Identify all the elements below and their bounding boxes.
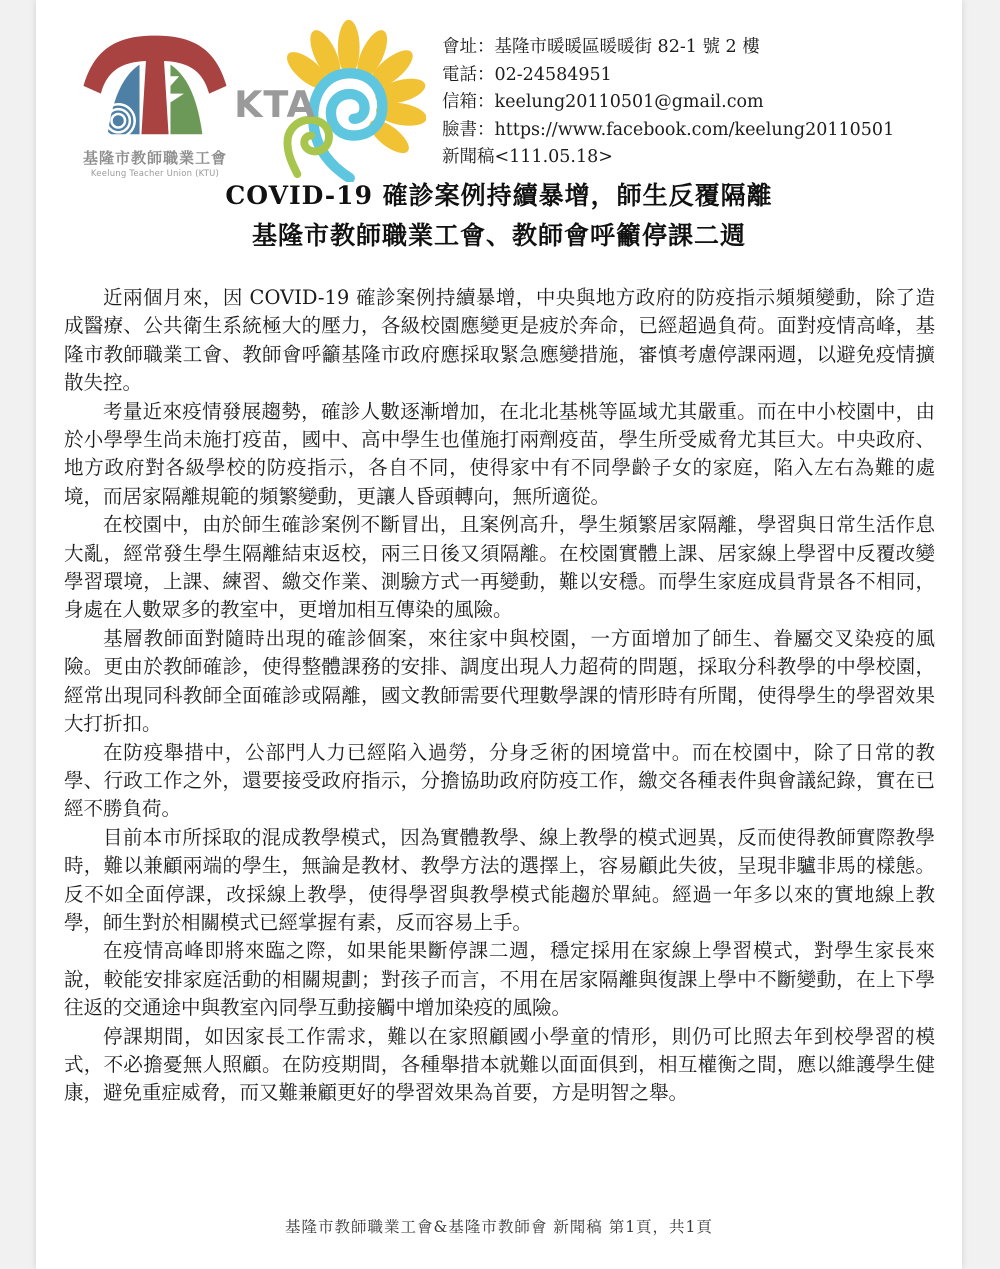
ktu-logo — [72, 26, 238, 179]
page-footer: 基隆市教師職業工會&基隆市教師會 新聞稿 第1頁，共1頁 — [285, 1218, 713, 1236]
document-title — [36, 176, 962, 256]
contact-address: 會址：基隆市暖暖區暖暖街 82-1 號 2 樓 — [442, 37, 760, 57]
kta-sunflower-logo-icon — [228, 14, 426, 182]
ktu-logo-label-zh: 基隆市教師職業工會 — [82, 149, 227, 167]
green-spiral-icon — [287, 120, 329, 174]
contact-facebook: 臉書：https://www.facebook.com/keelung20110501 — [442, 119, 895, 140]
paragraph: 停課期間，如因家長工作需求，難以在家照顧國小學童的情形，則仍可比照去年到校學習的模式，不必擔憂無人照顧。在防疫期間，各種舉措本就難以面面俱到，相互權衡之間，應以維護學生健康，避免重症威脅，而又難兼顧更好的學習效果為首要，方是明智之舉。 — [64, 1024, 935, 1105]
title-line-1: COVID-19 確診案例持續暴增，師生反覆隔離 — [225, 181, 773, 210]
paragraph: 近兩個月來，因 COVID-19 確診案例持續暴增，中央與地方政府的防疫指示頻頻變動，除了造成醫療、公共衛生系統極大的壓力，各級校園應變更是疲於奔命，已經超過負荷。面對疫情高峰，基隆市教師職業工會、教師會呼籲基隆市政府應採取緊急應變措施，審慎考慮停課兩週，以避免疫情擴散失控。 — [64, 286, 935, 395]
contact-info — [442, 34, 894, 172]
document-header — [36, 0, 962, 179]
paragraph: 在校園中，由於師生確診案例不斷冒出，且案例高升，學生頻繁居家隔離，學習與日常生活作息大亂，經常發生學生隔離結束返校，兩三日後又須隔離。在校園實體上課、居家線上學習中反覆改變學習環境，上課、練習、繳交作業、測驗方式一再變動，難以安穩。而學生家庭成員背景各不相同，身處在人數眾多的教室中，更增加相互傳染的風險。 — [64, 513, 935, 622]
press-release-date: 新聞稿<111.05.18> — [442, 147, 613, 168]
ktu-gate-logo-icon — [75, 26, 235, 142]
paragraph: 在疫情高峰即將來臨之際，如果能果斷停課二週，穩定採用在家線上學習模式，對學生家長來說，較能安排家庭活動的相關規劃；對孩子而言，不用在居家隔離與復課上學中不斷變動，在上下學往返的交通途中與教室內同學互動接觸中增加染疫的風險。 — [64, 939, 935, 1020]
kta-logo-text: KTA — [234, 82, 316, 126]
paragraph: 在防疫舉措中，公部門人力已經陷入過勞，分身乏術的困境當中。而在校園中，除了日常的教學、行政工作之外，還要接受政府指示，分擔協助政府防疫工作，繳交各種表件與會議紀錄，實在已經不勝負荷。 — [64, 740, 935, 821]
paragraph: 目前本市所採取的混成教學模式，因為實體教學、線上教學的模式迥異，反而使得教師實際教學時，難以兼顧兩端的學生，無論是教材、教學方法的選擇上，容易顧此失彼，呈現非驢非馬的樣態。反不如全面停課，改採線上教學，使得學習與教學模式能趨於單純。經過一年多以來的實地線上教學，師生對於相關模式已經掌握有素，反而容易上手。 — [64, 825, 935, 934]
document-page — [36, 0, 962, 1269]
kta-logo — [228, 14, 426, 186]
contact-phone: 電話：02-24584951 — [442, 64, 612, 85]
contact-email: 信箱：keelung20110501@gmail.com — [442, 92, 764, 113]
document-body — [36, 256, 962, 1108]
paragraph: 考量近來疫情發展趨勢，確診人數逐漸增加，在北北基桃等區域尤其嚴重。而在中小校園中，由於小學學生尚未施打疫苗，國中、高中學生也僅施打兩劑疫苗，學生所受威脅尤其巨大。中央政府、地方政府對各級學校的防疫指示，各自不同，使得家中有不同學齡子女的家庭，陷入左右為難的處境，而居家隔離規範的頻繁變動，更讓人昏頭轉向，無所適從。 — [64, 399, 935, 508]
paragraph: 基層教師面對隨時出現的確診個案，來往家中與校園，一方面增加了師生、眷屬交叉染疫的風險。更由於教師確診，使得整體課務的安排、調度出現人力超荷的問題，採取分科教學的中學校園，經常出現同科教師全面確診或隔離，國文教師需要代理數學課的情形時有所聞，使得學生的學習效果大打折扣。 — [64, 626, 935, 736]
title-line-2: 基隆市教師職業工會、教師會呼籲停課二週 — [251, 221, 746, 250]
ktu-logo-label-en: Keelung Teacher Union (KTU) — [90, 169, 220, 179]
